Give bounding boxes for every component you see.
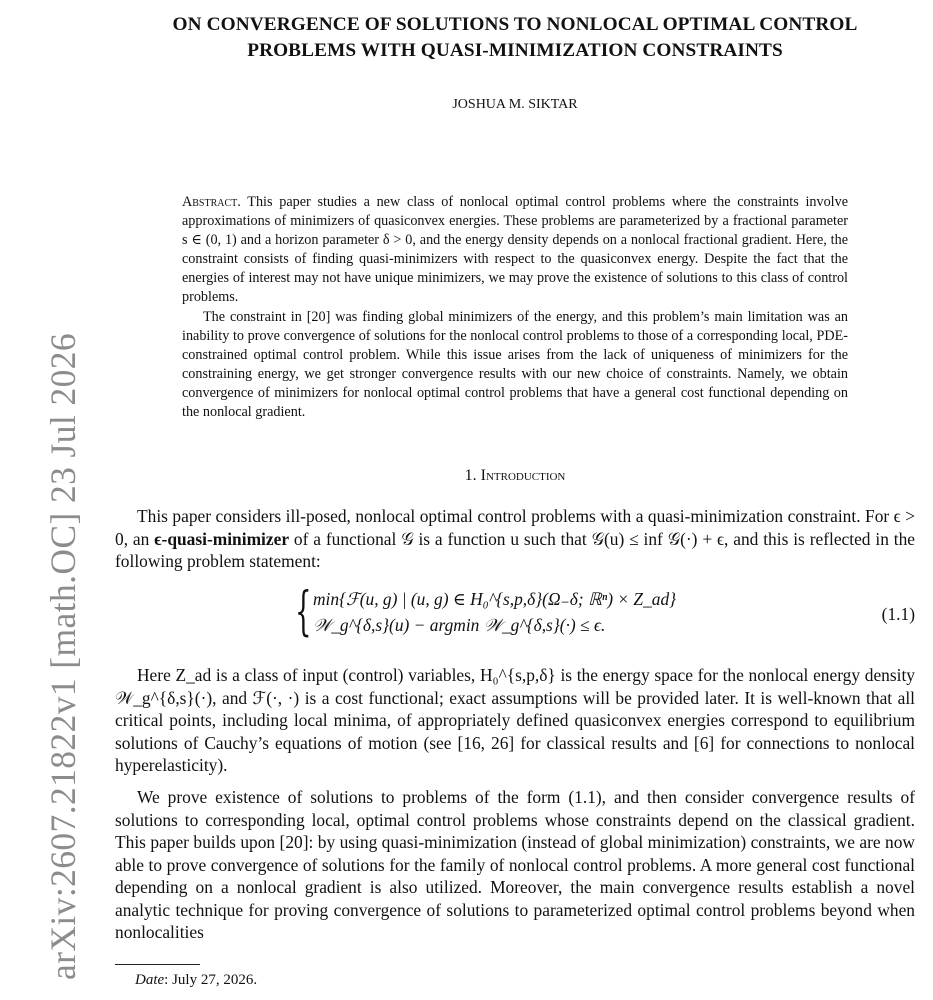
author-name: JOSHUA M. SIKTAR [452, 97, 578, 112]
abstract-label: Abstract. [182, 194, 241, 210]
title-line-2: PROBLEMS WITH QUASI-MINIMIZATION CONSTRAINTS [247, 40, 783, 61]
equation-number: (1.1) [881, 604, 915, 624]
intro-text-1b: of a functional 𝒢 is a function u such that 𝒢(u) ≤ inf 𝒢(·) + ϵ, and this is reflected in the following problem statement: [115, 528, 916, 571]
arxiv-identifier: arXiv:2607.21822v1 [math.OC] 23 Jul 2026 [43, 332, 83, 980]
arxiv-sidebar [0, 0, 83, 1000]
intro-text-2: Here Z_ad is a class of input (control) variables, H₀^{s,p,δ} is the energy space for the nonlocal energy density 𝒲_g^{δ,s}(·), and ℱ(·, ·) is a cost functional; exact assumptions will be provided later. It is well-known that all critical points, including local minima, of appropriately defined quasiconvex energies correspond to equilibrium solutions of Cauchy’s equations of motion (see [16, 26] for classical results and [6] for connections to nonlocal hyperelasticity). [115, 665, 915, 775]
left-brace: { [295, 582, 312, 642]
section-heading [115, 467, 915, 485]
abstract-text-1: This paper studies a new class of nonlocal optimal control problems where the constraints involve approximations of minimizers of quasiconvex energies. These problems are parameterized by a fractional parameter s ∈ (0, 1) and a horizon parameter δ > 0, and the energy density depends on a nonlocal fractional gradient. Here, the constraint consists of finding quasi-minimizers with respect to the quasiconvex energy. Despite the fact that the energies of interest may not have unique minimizers, we may prove the existence of solutions to this class of control problems. [182, 194, 848, 306]
intro-term-bold: ϵ-quasi-minimizer [154, 528, 290, 549]
section-number: 1. [464, 467, 477, 484]
title-line-1: ON CONVERGENCE OF SOLUTIONS TO NONLOCAL OPTIMAL CONTROL [172, 14, 858, 35]
abstract-paragraph-1 [182, 193, 848, 308]
display-equation [295, 582, 915, 646]
intro-text-3: We prove existence of solutions to problems of the form (1.1), and then consider convergence results of solutions to corresponding local, optimal control problems whose constraints depend on the classical gradient. This paper builds upon [20]: by using quasi-minimization (instead of global minimization) constraints, we are now able to prove convergence of solutions for the family of nonlocal control problems. A more general cost functional depending on a nonlocal gradient is also utilized. Moreover, the main convergence results establish a novel analytic technique for proving convergence of solutions to parameterized optimal control problems beyond when nonlocalities [115, 787, 915, 942]
abstract [182, 193, 848, 422]
equation-line-1: min{ℱ(u, g) | (u, g) ∈ H₀^{s,p,δ}(Ω₋δ; ℝⁿ) × Z_ad} [313, 589, 677, 609]
abstract-paragraph-2: The constraint in [20] was finding global minimizers of the energy, and this problem’s main limitation was an inability to prove convergence of solutions for the nonlocal control problems to those of a corresponding local, PDE-constrained optimal control problem. While this issue arises from the lack of uniqueness of minimizers for the constraining energy, we get stronger convergence results with our new choice of constraints. Namely, we obtain convergence of minimizers for nonlocal optimal control problems that have a general cost functional depending on the nonlocal gradient. [182, 308, 848, 421]
paper-title [115, 12, 915, 64]
equation-line-2: 𝒲_g^{δ,s}(u) − argmin 𝒲_g^{δ,s}(·) ≤ ϵ. [313, 615, 606, 635]
footnote-text: : July 27, 2026. [164, 972, 258, 988]
footnote-label: Date [135, 972, 165, 988]
intro-paragraph-2 [115, 664, 915, 777]
footnote-rule [115, 964, 200, 965]
section-title: Introduction [480, 467, 566, 484]
intro-text-1a: This paper considers ill-posed, nonlocal optimal control problems with a quasi-minimization constraint. For ϵ > 0, an [115, 506, 915, 549]
intro-paragraph-3 [115, 786, 915, 944]
intro-paragraph-1 [115, 505, 915, 573]
footnote [135, 972, 257, 989]
